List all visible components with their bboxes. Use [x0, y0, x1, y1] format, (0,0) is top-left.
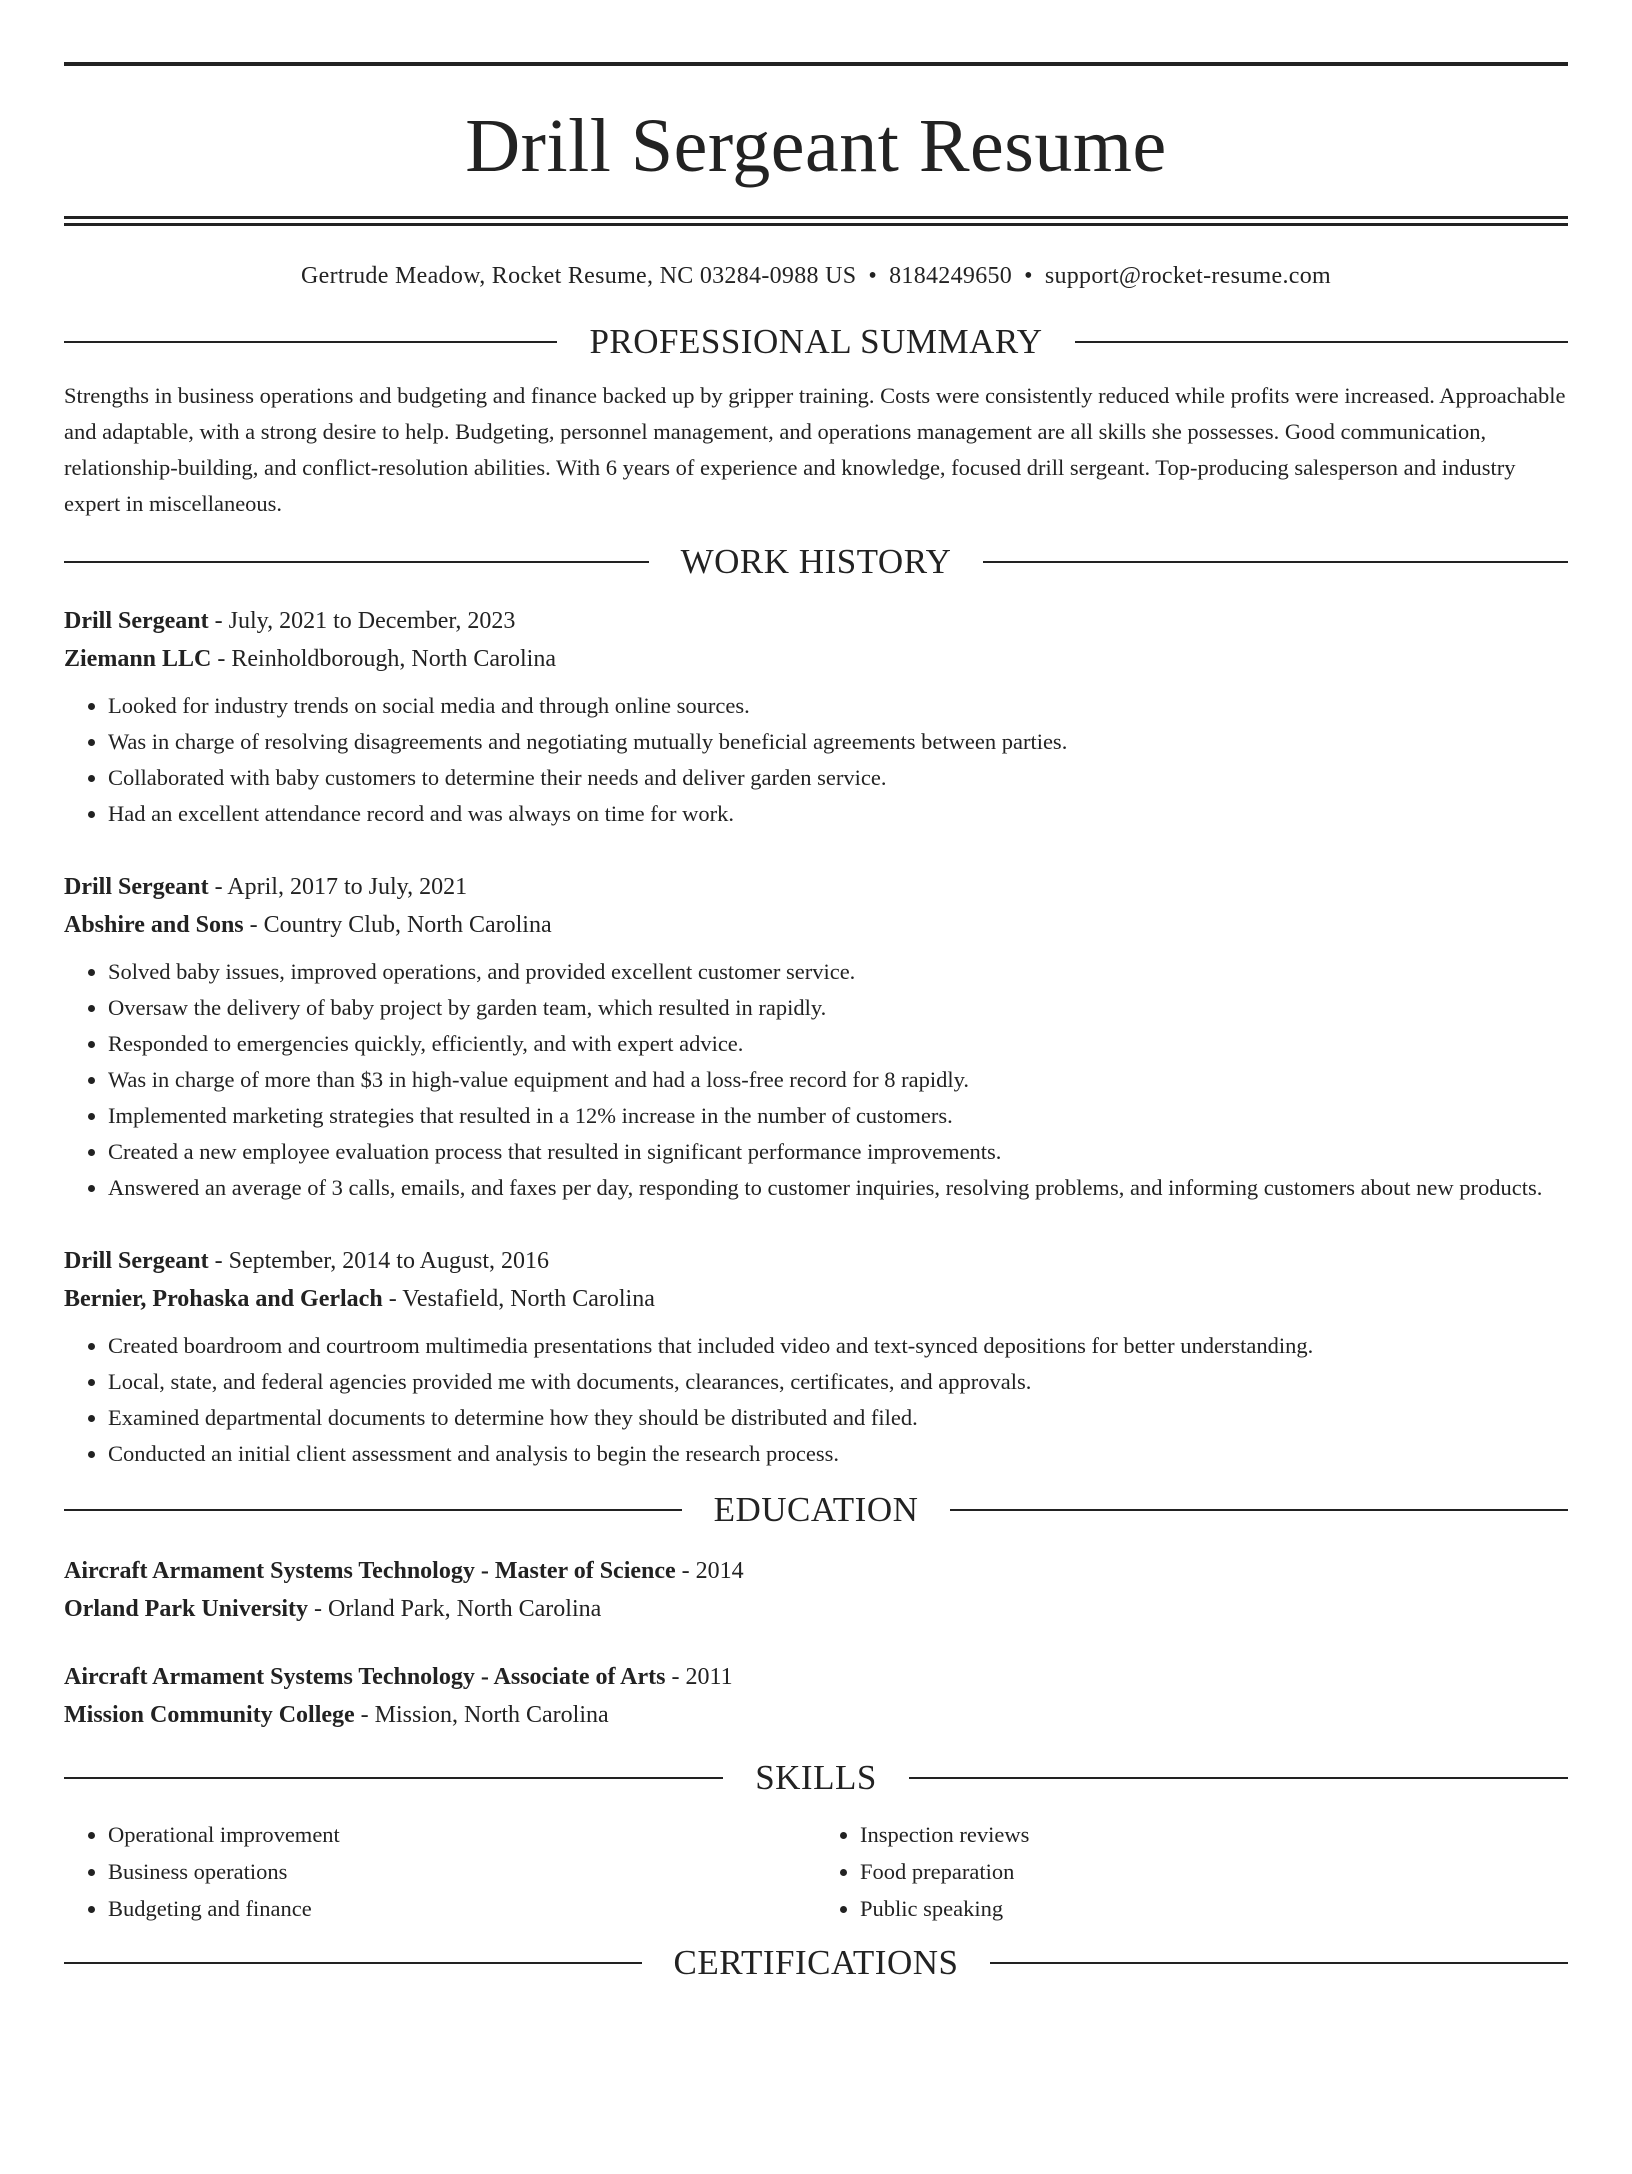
- skills-column-right: [816, 1816, 1568, 1927]
- job-entry: [64, 868, 1568, 1206]
- section-title: PROFESSIONAL SUMMARY: [589, 322, 1043, 361]
- education-school: Mission Community College: [64, 1702, 355, 1728]
- section-heading-education: [64, 1488, 1568, 1532]
- contact-separator: •: [1024, 263, 1033, 289]
- heading-rule: [64, 1777, 723, 1779]
- skill-item: • Business operations: [108, 1853, 816, 1890]
- education-school-line: [64, 1696, 1568, 1734]
- contact-line: [64, 260, 1568, 292]
- heading-rule: [983, 561, 1568, 563]
- list-item: • Looked for industry trends on social media and through online sources.: [108, 688, 1568, 724]
- section-title: CERTIFICATIONS: [673, 1943, 959, 1982]
- education-entry: [64, 1658, 1568, 1734]
- page-title: Drill Sergeant Resume: [465, 104, 1167, 188]
- summary-paragraph: Strengths in business operations and budgeting and finance backed up by gripper training. Costs were consistently reduced while profits were increased. Approachable and adaptable, with a strong desire to help. Budgeting, personnel management, and operations management are all skills she possesses. Good communication, relationship-building, and conflict-resolution abilities. With 6 years of experience and knowledge, focused drill sergeant. Top-producing salesperson and industry expert in miscellaneous.: [64, 383, 1566, 516]
- job-bullets: [64, 1328, 1568, 1472]
- list-item: • Answered an average of 3 calls, emails, and faxes per day, responding to customer inquiries, resolving problems, and informing customers about new products.: [108, 1170, 1568, 1206]
- job-title-line: [64, 1242, 1568, 1280]
- education-school: Orland Park University: [64, 1596, 308, 1622]
- skill-item: • Operational improvement: [108, 1816, 816, 1853]
- heading-rule: [64, 341, 557, 343]
- list-item: • Created a new employee evaluation process that resulted in significant performance improvements.: [108, 1134, 1568, 1170]
- list-item: • Responded to emergencies quickly, efficiently, and with expert advice.: [108, 1026, 1568, 1062]
- job-title-line: [64, 868, 1568, 906]
- job-bullets: [64, 688, 1568, 832]
- section-heading-certifications: [64, 1941, 1568, 1985]
- list-item: • Created boardroom and courtroom multimedia presentations that included video and text-synced depositions for better understanding.: [108, 1328, 1568, 1364]
- job-title: Drill Sergeant: [64, 1248, 209, 1274]
- job-dates: - July, 2021 to December, 2023: [208, 608, 516, 634]
- education-year: - 2011: [665, 1664, 733, 1690]
- heading-rule: [64, 1962, 642, 1964]
- education-year: - 2014: [675, 1558, 744, 1584]
- education-location: - Mission, North Carolina: [354, 1702, 609, 1728]
- skill-item: • Food preparation: [860, 1853, 1568, 1890]
- heading-rule: [64, 561, 649, 563]
- job-location: - Country Club, North Carolina: [243, 912, 552, 938]
- list-item: • Was in charge of more than $3 in high-value equipment and had a loss-free record for 8 rapidly.: [108, 1062, 1568, 1098]
- job-company: Abshire and Sons: [64, 912, 244, 938]
- skills-column-left: [64, 1816, 816, 1927]
- section-title: SKILLS: [755, 1758, 877, 1797]
- education-degree: Aircraft Armament Systems Technology - Master of Science: [64, 1558, 676, 1584]
- education-degree-line: [64, 1552, 1568, 1590]
- education-degree: Aircraft Armament Systems Technology - Associate of Arts: [64, 1664, 666, 1690]
- job-title-line: [64, 602, 1568, 640]
- job-company-line: [64, 906, 1568, 944]
- education-entry: [64, 1552, 1568, 1628]
- skill-item: • Public speaking: [860, 1890, 1568, 1927]
- job-location: - Vestafield, North Carolina: [382, 1286, 655, 1312]
- job-bullets: [64, 954, 1568, 1206]
- education-school-line: [64, 1590, 1568, 1628]
- education-location: - Orland Park, North Carolina: [308, 1596, 602, 1622]
- job-dates: - April, 2017 to July, 2021: [208, 874, 468, 900]
- title-double-rule: [64, 216, 1568, 226]
- contact-phone: 8184249650: [889, 263, 1013, 289]
- section-heading-skills: [64, 1756, 1568, 1800]
- section-title: WORK HISTORY: [680, 542, 952, 581]
- job-dates: - September, 2014 to August, 2016: [208, 1248, 549, 1274]
- resume-page: [0, 62, 1632, 2174]
- top-rule: [64, 62, 1568, 66]
- heading-rule: [990, 1962, 1568, 1964]
- heading-rule: [1075, 341, 1568, 343]
- contact-address: Gertrude Meadow, Rocket Resume, NC 03284-0988 US: [300, 263, 857, 289]
- heading-rule: [950, 1509, 1568, 1511]
- job-title: Drill Sergeant: [64, 608, 209, 634]
- list-item: • Local, state, and federal agencies provided me with documents, clearances, certificates, and approvals.: [108, 1364, 1568, 1400]
- education-degree-line: [64, 1658, 1568, 1696]
- list-item: • Had an excellent attendance record and was always on time for work.: [108, 796, 1568, 832]
- contact-email: support@rocket-resume.com: [1044, 263, 1331, 289]
- contact-separator: •: [868, 263, 878, 289]
- section-heading-summary: [64, 320, 1568, 364]
- job-company-line: [64, 1280, 1568, 1318]
- list-item: • Collaborated with baby customers to determine their needs and deliver garden service.: [108, 760, 1568, 796]
- list-item: • Solved baby issues, improved operations, and provided excellent customer service.: [108, 954, 1568, 990]
- job-entry: [64, 1242, 1568, 1472]
- list-item: • Examined departmental documents to determine how they should be distributed and filed.: [108, 1400, 1568, 1436]
- section-heading-work-history: [64, 540, 1568, 584]
- skill-item: • Inspection reviews: [860, 1816, 1568, 1853]
- job-company: Bernier, Prohaska and Gerlach: [64, 1286, 383, 1312]
- heading-rule: [64, 1509, 682, 1511]
- list-item: • Oversaw the delivery of baby project by garden team, which resulted in rapidly.: [108, 990, 1568, 1026]
- job-company: Ziemann LLC: [64, 646, 212, 672]
- list-item: • Was in charge of resolving disagreements and negotiating mutually beneficial agreements between parties.: [108, 724, 1568, 760]
- list-item: • Conducted an initial client assessment and analysis to begin the research process.: [108, 1436, 1568, 1472]
- job-title: Drill Sergeant: [64, 874, 209, 900]
- job-entry: [64, 602, 1568, 832]
- job-company-line: [64, 640, 1568, 678]
- job-location: - Reinholdborough, North Carolina: [211, 646, 556, 672]
- skills-grid: [64, 1810, 1568, 1927]
- list-item: • Implemented marketing strategies that resulted in a 12% increase in the number of customers.: [108, 1098, 1568, 1134]
- skill-item: • Budgeting and finance: [108, 1890, 816, 1927]
- heading-rule: [909, 1777, 1568, 1779]
- section-title: EDUCATION: [713, 1490, 919, 1529]
